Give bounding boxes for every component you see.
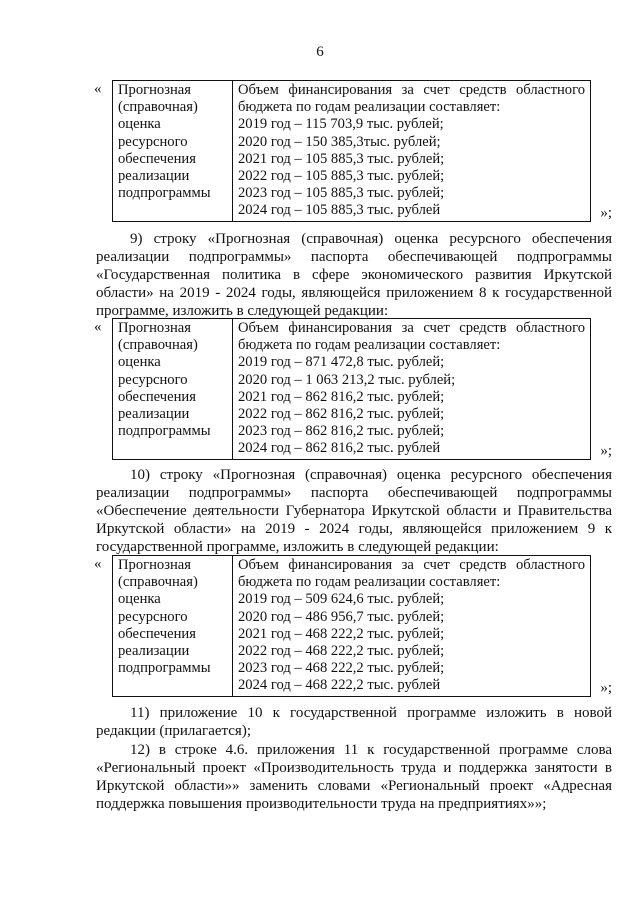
closing-quote: »;	[600, 205, 612, 221]
closing-quote: »;	[600, 680, 612, 696]
text-line: 9) строку «Прогнозная (справочная) оценка ресурсного обеспечения	[130, 231, 612, 247]
intro-line: Объем финансирования за счет средств областного	[238, 320, 585, 336]
label-line: (справочная)	[118, 574, 198, 591]
table-label-cell	[113, 81, 233, 222]
paragraph-12	[96, 741, 612, 813]
label-line: подпрограммы	[118, 423, 211, 440]
label-line: оценка	[118, 591, 161, 608]
label-line: оценка	[118, 116, 161, 133]
label-line: ресурсного	[118, 608, 188, 625]
year-line: 2024 год – 105 885,3 тыс. рублей	[238, 202, 441, 219]
funding-table-2	[112, 318, 591, 460]
text-line: редакции (прилагается);	[96, 723, 251, 739]
label-line: реализации	[118, 168, 190, 185]
text-line: 12) в строке 4.6. приложения 11 к государственной программе слова	[130, 742, 612, 758]
table-content-cell	[233, 319, 591, 460]
text-line: «Государственная политика в сфере экономического развития Иркутской	[96, 267, 612, 283]
funding-block-2	[96, 318, 612, 460]
label-line: подпрограммы	[118, 660, 211, 677]
intro-line: Объем финансирования за счет средств областного	[238, 557, 585, 573]
year-line: 2019 год – 509 624,6 тыс. рублей;	[238, 591, 445, 608]
label-line: реализации	[118, 406, 190, 423]
year-line: 2024 год – 862 816,2 тыс. рублей	[238, 440, 441, 457]
text-line: «Обеспечение деятельности Губернатора Иркутской области и Правительства	[96, 503, 612, 519]
table-content-cell	[233, 81, 591, 222]
year-line: 2021 год – 862 816,2 тыс. рублей;	[238, 388, 445, 405]
closing-quote: »;	[600, 443, 612, 459]
intro-line: бюджета по годам реализации составляет:	[238, 574, 501, 591]
text-line: реализации подпрограммы» паспорта обеспечивающей подпрограммы	[96, 485, 612, 501]
funding-table-3	[112, 555, 591, 697]
year-line: 2019 год – 871 472,8 тыс. рублей;	[238, 354, 445, 371]
year-line: 2023 год – 105 885,3 тыс. рублей;	[238, 185, 445, 202]
label-line: обеспечения	[118, 388, 196, 405]
year-line: 2020 год – 1 063 213,2 тыс. рублей;	[238, 371, 456, 388]
text-line: Иркутской области»» заменить словами «Региональный проект «Адресная	[96, 778, 612, 794]
year-line: 2024 год – 468 222,2 тыс. рублей	[238, 677, 441, 694]
year-line: 2022 год – 862 816,2 тыс. рублей;	[238, 406, 445, 423]
label-line: ресурсного	[118, 371, 188, 388]
paragraph-11	[96, 704, 612, 740]
year-line: 2019 год – 115 703,9 тыс. рублей;	[238, 116, 444, 133]
opening-quote: «	[94, 319, 102, 335]
text-line: Иркутской области» на 2019 - 2024 годы, являющейся приложением 9 к	[96, 521, 612, 537]
year-line: 2023 год – 862 816,2 тыс. рублей;	[238, 423, 445, 440]
label-line: Прогнозная	[118, 320, 191, 336]
label-line: реализации	[118, 643, 190, 660]
label-line: подпрограммы	[118, 185, 211, 202]
table-label-cell	[113, 556, 233, 697]
intro-line: Объем финансирования за счет средств областного	[238, 82, 585, 98]
table-label-cell	[113, 319, 233, 460]
text-line: реализации подпрограммы» паспорта обеспечивающей подпрограммы	[96, 249, 612, 265]
label-line: (справочная)	[118, 337, 198, 354]
label-line: (справочная)	[118, 99, 198, 116]
funding-table-1	[112, 80, 591, 222]
text-line: программе, изложить в следующей редакции:	[96, 303, 389, 319]
opening-quote: «	[94, 81, 102, 97]
funding-block-1	[96, 80, 612, 222]
text-line: поддержка повышения производительности труда на предприятиях»»;	[96, 796, 547, 812]
paragraph-9	[96, 230, 612, 320]
year-line: 2023 год – 468 222,2 тыс. рублей;	[238, 660, 445, 677]
year-line: 2022 год – 105 885,3 тыс. рублей;	[238, 168, 445, 185]
text-line: области» на 2019 - 2024 годы, являющейся приложением 8 к государственной	[96, 285, 612, 301]
intro-line: бюджета по годам реализации составляет:	[238, 99, 501, 116]
year-line: 2021 год – 468 222,2 тыс. рублей;	[238, 625, 445, 642]
text-line: 11) приложение 10 к государственной программе изложить в новой	[130, 705, 612, 721]
opening-quote: «	[94, 556, 102, 572]
label-line: оценка	[118, 354, 161, 371]
year-line: 2020 год – 150 385,3тыс. рублей;	[238, 133, 441, 150]
year-line: 2020 год – 486 956,7 тыс. рублей;	[238, 608, 445, 625]
table-content-cell	[233, 556, 591, 697]
paragraph-10	[96, 466, 612, 556]
label-line: Прогнозная	[118, 557, 191, 573]
text-line: «Региональный проект «Производительность труда и поддержка занятости в	[96, 760, 612, 776]
label-line: ресурсного	[118, 133, 188, 150]
year-line: 2021 год – 105 885,3 тыс. рублей;	[238, 150, 445, 167]
intro-line: бюджета по годам реализации составляет:	[238, 337, 501, 354]
page-number: 6	[316, 44, 324, 60]
text-line: государственной программе, изложить в следующей редакции:	[96, 539, 499, 555]
year-line: 2022 год – 468 222,2 тыс. рублей;	[238, 643, 445, 660]
label-line: обеспечения	[118, 150, 196, 167]
funding-block-3	[96, 555, 612, 697]
label-line: обеспечения	[118, 625, 196, 642]
text-line: 10) строку «Прогнозная (справочная) оценка ресурсного обеспечения	[130, 467, 612, 483]
label-line: Прогнозная	[118, 82, 191, 98]
